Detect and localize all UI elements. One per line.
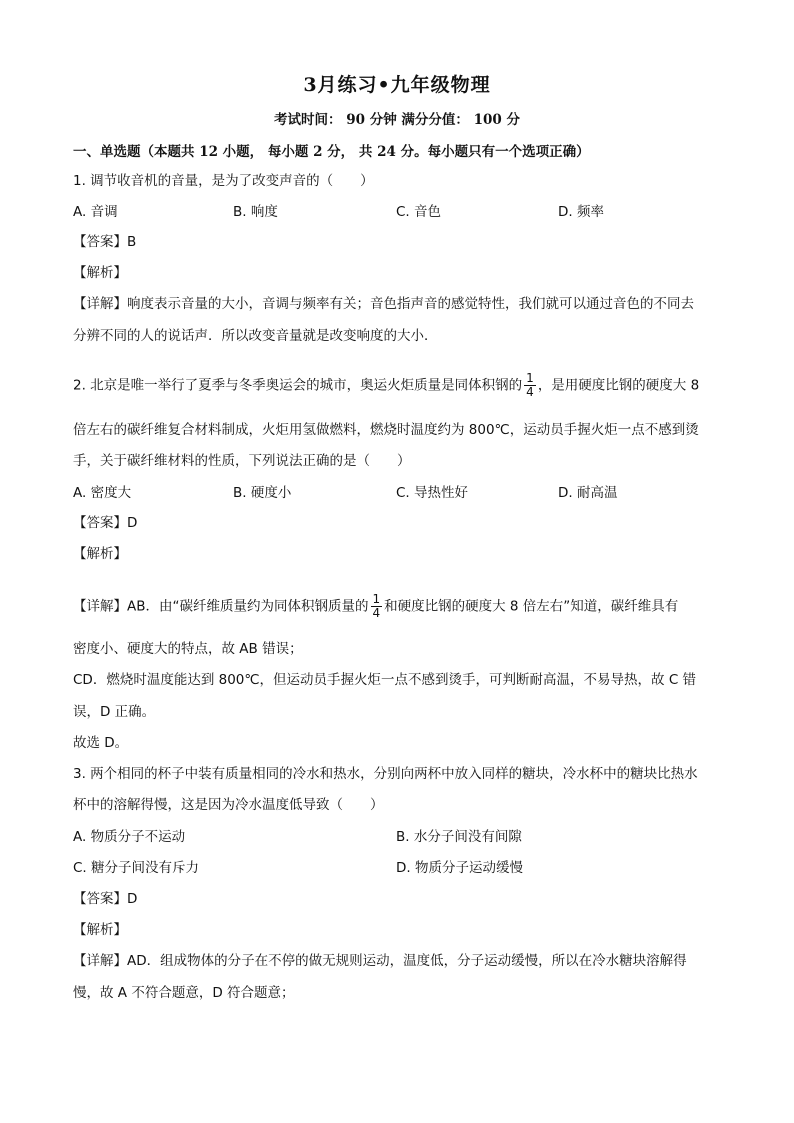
q2-detail-fraction (371, 593, 383, 620)
q1-option-c: C. 音色 (396, 204, 442, 220)
section-heading: 一、单选题（本题共 12 小题， 每小题 2 分， 共 24 分。每小题只有一个选项正确） (73, 144, 590, 160)
q3-detail-line: 慢，故 A 不符合题意，D 符合题意； (73, 985, 295, 1001)
q2-detail-line: 密度小、硬度大的特点，故 AB 错误； (73, 641, 303, 657)
fraction-numerator: 1 (526, 371, 534, 385)
q2-detail-text: 和硬度比钢的硬度大 8 倍左右”知道，碳纤维具有 (384, 598, 679, 615)
q2-detail-line1 (73, 593, 678, 620)
q1-detail-line: 分辨不同的人的说话声．所以改变音量就是改变响度的大小． (73, 328, 438, 344)
fraction-denominator: 4 (526, 385, 534, 399)
q2-fraction (524, 372, 536, 399)
q2-option-d: D. 耐高温 (558, 485, 618, 501)
q1-detail-line: 【详解】响度表示音量的大小，音调与频率有关；音色指声音的感觉特性，我们就可以通过音色的不同去 (73, 296, 694, 312)
q2-stem-line2: 倍左右的碳纤维复合材料制成，火炬用氢做燃料，燃烧时温度约为 800℃，运动员手握火炬一点不感到烫 (73, 422, 699, 438)
q3-answer: 【答案】D (73, 891, 138, 907)
q2-conclusion: 故选 D。 (73, 735, 129, 751)
q3-option-a: A. 物质分子不运动 (73, 829, 186, 845)
q2-stem-line1 (73, 372, 699, 399)
q3-option-b: B. 水分子间没有间隙 (396, 829, 522, 845)
q2-stem-text: ，是用硬度比钢的硬度大 8 (537, 377, 700, 394)
fraction-numerator: 1 (372, 592, 381, 606)
q1-stem: 1. 调节收音机的音量，是为了改变声音的（ ） (73, 173, 374, 189)
q3-stem-line2: 杯中的溶解得慢，这是因为冷水温度低导致（ ） (73, 797, 384, 813)
q2-detail-text: 【详解】AB．由“碳纤维质量约为同体积钢质量的 (73, 598, 369, 615)
q2-answer: 【答案】D (73, 515, 138, 531)
q1-option-a: A. 音调 (73, 204, 118, 220)
q1-option-d: D. 频率 (558, 204, 604, 220)
q2-option-c: C. 导热性好 (396, 485, 469, 501)
q3-stem-line1: 3. 两个相同的杯子中装有质量相同的冷水和热水，分别向两杯中放入同样的糖块，冷水杯中的糖块比热水 (73, 766, 698, 782)
q1-option-b: B. 响度 (233, 204, 278, 220)
q3-option-c: C. 糖分子间没有斥力 (73, 860, 200, 876)
q2-analysis-label: 【解析】 (73, 546, 127, 562)
page-title: 3月练习•九年级物理 (303, 74, 491, 96)
fraction-denominator: 4 (372, 606, 381, 620)
q2-option-b: B. 硬度小 (233, 485, 292, 501)
exam-info: 考试时间： 90 分钟 满分分值： 100 分 (274, 112, 520, 128)
q3-detail-line: 【详解】AD．组成物体的分子在不停的做无规则运动，温度低，分子运动缓慢，所以在冷水糖块溶解得 (73, 953, 687, 969)
q1-answer: 【答案】B (73, 234, 137, 250)
q2-detail-line: 误，D 正确。 (73, 704, 156, 720)
q2-option-a: A. 密度大 (73, 485, 132, 501)
q2-detail-line: CD．燃烧时温度能达到 800℃，但运动员手握火炬一点不感到烫手，可判断耐高温，不易导热，故 C 错 (73, 672, 697, 688)
q3-option-d: D. 物质分子运动缓慢 (396, 860, 523, 876)
q2-stem-line3: 手，关于碳纤维材料的性质，下列说法正确的是（ ） (73, 453, 411, 469)
q3-analysis-label: 【解析】 (73, 922, 127, 938)
q2-stem-text: 2. 北京是唯一举行了夏季与冬季奥运会的城市，奥运火炬质量是同体积钢的 (73, 377, 523, 394)
q1-analysis-label: 【解析】 (73, 265, 127, 281)
